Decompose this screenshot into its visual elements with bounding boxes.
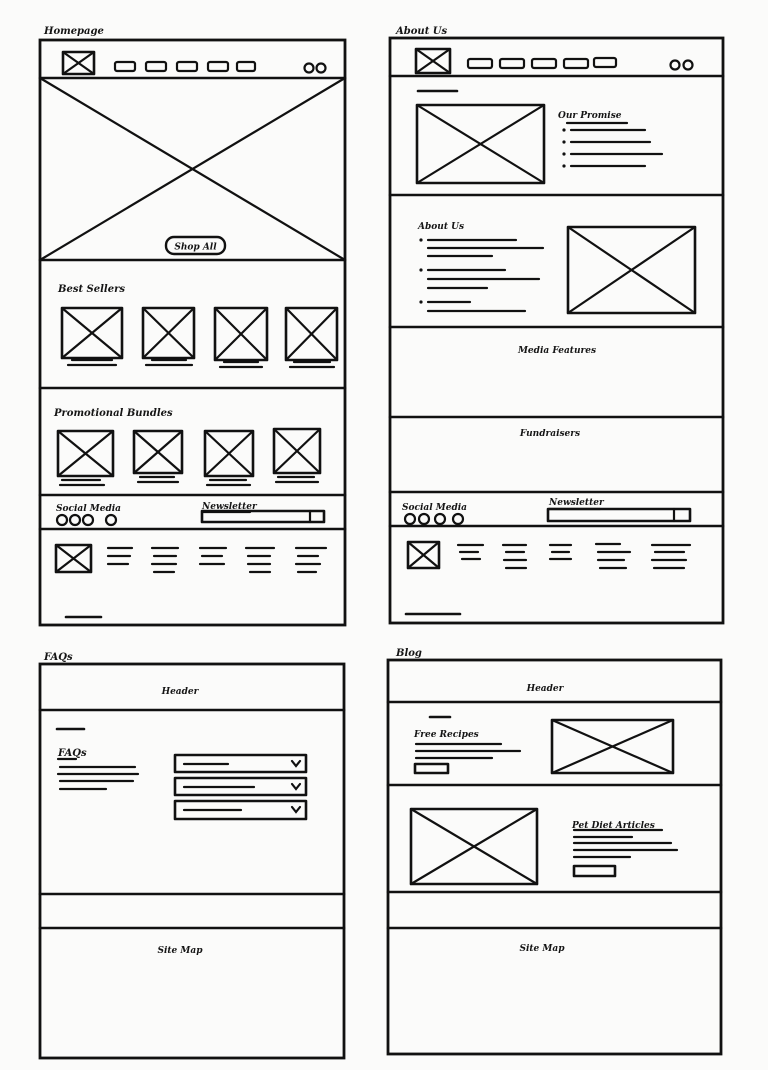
- our-promise-section: [390, 91, 723, 195]
- read-more-button[interactable]: [415, 764, 448, 773]
- faqs-panel: [40, 652, 344, 1058]
- social-media-label: Social Media: [402, 503, 468, 513]
- about-panel: [390, 26, 723, 623]
- social-icon[interactable]: [419, 514, 429, 524]
- cart-icon[interactable]: [684, 61, 693, 70]
- nav-link[interactable]: [500, 59, 524, 68]
- homepage-footer: [56, 545, 326, 617]
- footer-link-column[interactable]: [596, 544, 630, 568]
- bundle-card[interactable]: [274, 429, 320, 482]
- footer-link-column[interactable]: [246, 548, 274, 572]
- free-recipes-section: [388, 717, 721, 785]
- about-nav: [390, 49, 723, 76]
- blog-title: Blog: [396, 648, 422, 659]
- account-icon[interactable]: [305, 64, 314, 73]
- faqs-frame: [40, 664, 344, 1058]
- fundraisers-heading: Fundraisers: [519, 429, 581, 439]
- product-card[interactable]: [286, 308, 337, 367]
- blog-site-map: Site Map: [519, 944, 565, 954]
- best-sellers-section: [40, 284, 345, 388]
- free-recipes-heading: Free Recipes: [414, 730, 479, 740]
- social-icon[interactable]: [57, 515, 67, 525]
- nav-link[interactable]: [468, 59, 492, 68]
- chevron-down-icon: [292, 807, 300, 812]
- homepage-title: Homepage: [44, 26, 104, 37]
- homepage-panel: [40, 26, 345, 625]
- newsletter-label: Newsletter: [549, 498, 604, 508]
- nav-link[interactable]: [594, 58, 616, 67]
- social-icon[interactable]: [435, 514, 445, 524]
- pet-diet-articles-section: [388, 809, 721, 892]
- account-icon[interactable]: [671, 61, 680, 70]
- blog-header: Header: [526, 684, 564, 694]
- about-footer: [406, 542, 690, 614]
- homepage-hero: [40, 78, 345, 260]
- media-features-heading: Media Features: [517, 346, 597, 356]
- nav-link[interactable]: [177, 62, 197, 71]
- about-frame: [390, 38, 723, 623]
- chevron-down-icon: [292, 761, 300, 766]
- social-icon[interactable]: [106, 515, 116, 525]
- footer-link-column[interactable]: [458, 545, 483, 559]
- footer-link-column[interactable]: [152, 548, 178, 572]
- social-icon[interactable]: [453, 514, 463, 524]
- footer-link-column[interactable]: [200, 548, 226, 564]
- footer-link-column[interactable]: [296, 548, 326, 572]
- chevron-down-icon: [292, 784, 300, 789]
- newsletter-label: Newsletter: [202, 502, 257, 512]
- faq-accordion-item[interactable]: [175, 801, 306, 819]
- footer-link-column[interactable]: [108, 548, 132, 564]
- newsletter-input[interactable]: [548, 509, 690, 521]
- about-us-section: [390, 222, 723, 327]
- nav-link[interactable]: [115, 62, 135, 71]
- shop-all-label: Shop All: [174, 242, 217, 253]
- blog-panel: [388, 648, 721, 1054]
- faqs-site-map: Site Map: [157, 946, 203, 956]
- social-icon[interactable]: [405, 514, 415, 524]
- media-features-section: [390, 346, 723, 417]
- bundle-card[interactable]: [134, 431, 182, 482]
- footer-link-column[interactable]: [652, 545, 690, 568]
- nav-link[interactable]: [564, 59, 588, 68]
- read-more-button[interactable]: [574, 866, 615, 876]
- nav-link[interactable]: [146, 62, 166, 71]
- about-social-newsletter: [390, 498, 723, 526]
- faqs-heading: FAQs: [58, 748, 87, 759]
- bundle-card[interactable]: [58, 431, 113, 485]
- faq-accordion-item[interactable]: [175, 755, 306, 772]
- faqs-header: Header: [161, 687, 199, 697]
- footer-link-column[interactable]: [550, 545, 571, 559]
- faq-accordion-item[interactable]: [175, 778, 306, 795]
- homepage-nav: [40, 52, 345, 78]
- promotional-bundles-heading: Promotional Bundles: [54, 408, 173, 419]
- social-media-label: Social Media: [56, 504, 122, 514]
- product-card[interactable]: [62, 308, 122, 365]
- our-promise-heading: Our Promise: [558, 111, 622, 121]
- nav-link[interactable]: [237, 62, 255, 71]
- fundraisers-section: [390, 429, 723, 492]
- social-icon[interactable]: [70, 515, 80, 525]
- homepage-frame: [40, 40, 345, 625]
- about-us-heading: About Us: [418, 222, 465, 232]
- nav-link[interactable]: [208, 62, 228, 71]
- faqs-title: FAQs: [44, 652, 73, 663]
- pet-diet-articles-heading: Pet Diet Articles: [572, 821, 655, 831]
- product-card[interactable]: [215, 308, 267, 367]
- about-title: About Us: [396, 26, 448, 37]
- cart-icon[interactable]: [317, 64, 326, 73]
- bundle-card[interactable]: [205, 431, 253, 485]
- homepage-social-newsletter: [40, 502, 345, 529]
- best-sellers-heading: Best Sellers: [58, 284, 125, 295]
- nav-link[interactable]: [532, 59, 556, 68]
- social-icon[interactable]: [83, 515, 93, 525]
- promotional-bundles-section: [40, 408, 345, 495]
- footer-link-column[interactable]: [503, 545, 526, 568]
- product-card[interactable]: [143, 308, 194, 365]
